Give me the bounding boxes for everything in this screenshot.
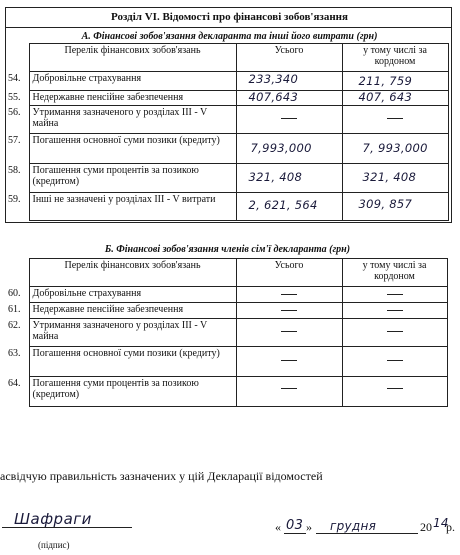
abroad-cell-empty <box>342 106 448 134</box>
row-label: Інші не зазначені у розділах III - V витрати <box>29 193 236 221</box>
total-cell-empty <box>236 287 342 303</box>
handwritten-total: 7,993,000 <box>250 141 312 155</box>
total-cell-empty <box>236 347 342 377</box>
header-abroad: у тому числі за кордоном <box>342 44 448 72</box>
part-b-title: Б. Фінансові зобов'язання членів сім'ї декларанта (грн) <box>104 244 351 255</box>
table-row <box>7 91 448 106</box>
table-row <box>7 347 447 377</box>
part-a-title: А. Фінансові зобов'язання декларанта та інші його витрати (грн) <box>81 31 378 42</box>
table-row <box>7 106 448 134</box>
dash-mark <box>387 294 403 295</box>
table-header-row <box>7 259 447 287</box>
abroad-cell-empty <box>342 319 447 347</box>
table-row <box>7 134 448 164</box>
header-abroad: у тому числі за кордоном <box>342 259 447 287</box>
handwritten-total: 233,340 <box>248 72 299 86</box>
certify-text: асвідчую правильність зазначених у цій Декларації відомостей <box>0 469 323 483</box>
table-row <box>7 377 447 407</box>
row-label: Утримання зазначеного у розділах III - V майна <box>29 106 236 134</box>
handwritten-abroad: 211, 759 <box>358 74 413 88</box>
row-number: 54. <box>8 72 21 84</box>
dash-mark <box>387 388 403 389</box>
dash-mark <box>387 360 403 361</box>
dash-mark <box>281 360 297 361</box>
total-cell-empty <box>236 319 342 347</box>
row-label: Недержавне пенсійне забезпечення <box>29 91 236 106</box>
row-number: 56. <box>8 106 21 118</box>
row-label: Погашення основної суми позики (кредиту) <box>29 347 236 377</box>
row-number: 55. <box>8 91 21 103</box>
dash-mark <box>387 310 403 311</box>
row-number: 58. <box>8 164 21 176</box>
table-row <box>7 319 447 347</box>
part-b-table <box>7 258 448 407</box>
signature-handwriting: Шафраги <box>14 510 92 528</box>
row-label: Погашення суми процентів за позикою (кредитом) <box>29 164 236 193</box>
row-label: Утримання зазначеного у розділах III - V майна <box>29 319 236 347</box>
day-underline <box>284 533 306 534</box>
date-year-suffix: 14 <box>433 516 449 530</box>
row-number: 57. <box>8 134 21 146</box>
header-total: Усього <box>236 259 342 287</box>
handwritten-total: 321, 408 <box>248 170 303 184</box>
signature-caption: (підпис) <box>38 540 70 550</box>
month-underline <box>316 533 418 534</box>
table-row <box>7 287 447 303</box>
row-number: 62. <box>8 319 21 331</box>
handwritten-abroad: 309, 857 <box>358 197 413 211</box>
date-close-quote: » <box>306 520 312 534</box>
row-number: 59. <box>8 193 21 205</box>
handwritten-total: 2, 621, 564 <box>248 198 318 212</box>
abroad-cell-empty <box>342 377 447 407</box>
row-number: 61. <box>8 303 21 315</box>
title-divider <box>6 27 451 28</box>
row-label: Добровільне страхування <box>29 72 236 91</box>
header-total: Усього <box>236 44 342 72</box>
row-number: 64. <box>8 377 21 389</box>
dash-mark <box>281 294 297 295</box>
table-row <box>7 303 447 319</box>
date-month: грудня <box>330 519 377 533</box>
header-list: Перелік фінансових зобов'язань <box>29 259 236 287</box>
dash-mark <box>281 331 297 332</box>
handwritten-abroad: 407, 643 <box>358 90 413 104</box>
row-number: 60. <box>8 287 21 299</box>
dash-mark <box>281 310 297 311</box>
dash-mark <box>281 118 297 119</box>
section-title: Розділ VI. Відомості про фінансові зобов'язання <box>111 11 348 23</box>
dash-mark <box>387 331 403 332</box>
part-a-table <box>7 43 449 221</box>
total-cell-empty <box>236 303 342 319</box>
row-label: Недержавне пенсійне забезпечення <box>29 303 236 319</box>
row-label: Погашення суми процентів за позикою (кредитом) <box>29 377 236 407</box>
date-year-end: р. <box>446 520 455 534</box>
row-label: Добровільне страхування <box>29 287 236 303</box>
handwritten-abroad: 321, 408 <box>362 170 417 184</box>
table-row <box>7 164 448 193</box>
total-cell-empty <box>236 106 342 134</box>
table-row <box>7 193 448 221</box>
handwritten-abroad: 7, 993,000 <box>362 141 428 155</box>
row-number: 63. <box>8 347 21 359</box>
row-label: Погашення основної суми позики (кредиту) <box>29 134 236 164</box>
abroad-cell-empty <box>342 303 447 319</box>
abroad-cell-empty <box>342 347 447 377</box>
table-header-row <box>7 44 448 72</box>
dash-mark <box>387 118 403 119</box>
date-open-quote: « <box>275 520 281 534</box>
header-list: Перелік фінансових зобов'язань <box>29 44 236 72</box>
total-cell-empty <box>236 377 342 407</box>
dash-mark <box>281 388 297 389</box>
table-row <box>7 72 448 91</box>
abroad-cell-empty <box>342 287 447 303</box>
date-day: 03 <box>286 518 304 533</box>
date-year-prefix: 20 <box>420 520 432 534</box>
handwritten-total: 407,643 <box>248 90 299 104</box>
